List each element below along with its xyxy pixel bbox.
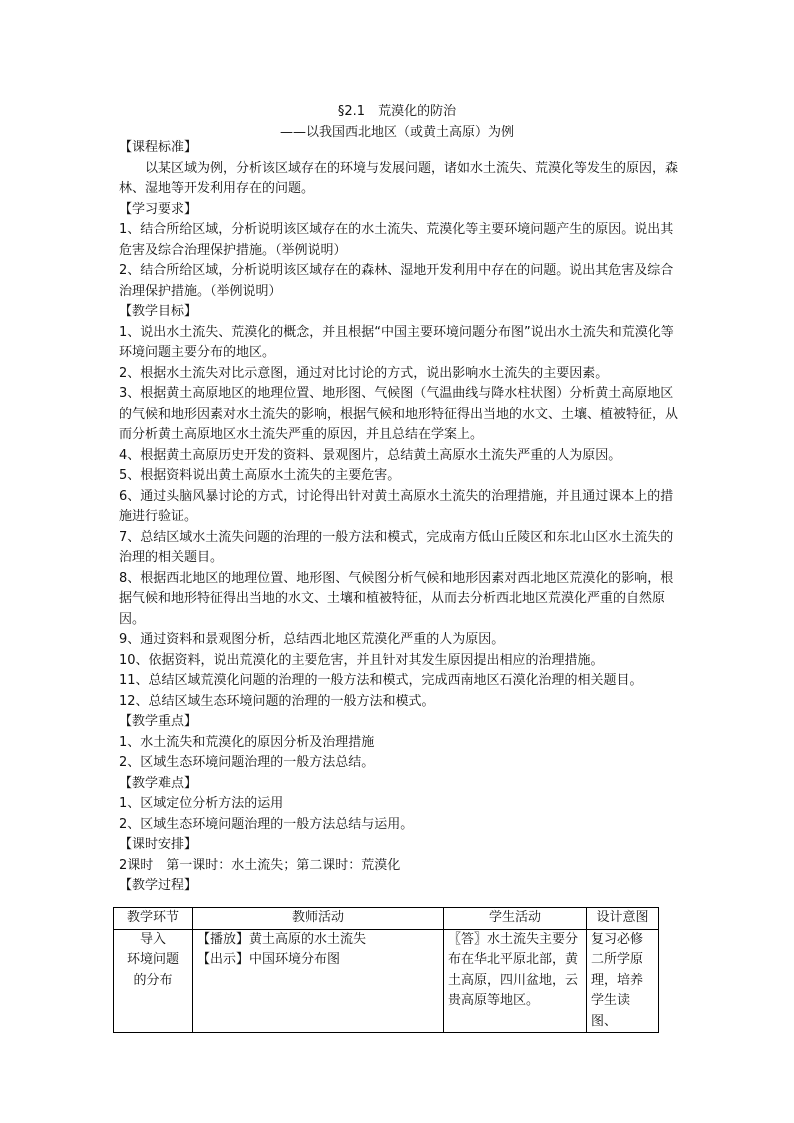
goal-item: 8、根据西北地区的地理位置、地形图、气候图分析气候和地形因素对西北地区荒漠化的影响，根据气候和地形特征得出当地的水文、土壤和植被特征，从而去分析西北地区荒漠化严重的自然原因。 bbox=[119, 570, 674, 627]
goal-item: 1、说出水土流失、荒漠化的概念，并且根据“中国主要环境问题分布图”说出水土流失和荒漠化等环境问题主要分布的地区。 bbox=[119, 324, 674, 360]
goal-item: 9、通过资料和景观图分析，总结西北地区荒漠化严重的人为原因。 bbox=[119, 632, 505, 647]
cell-stage: 导入 环境问题 的分布 bbox=[114, 929, 193, 1033]
schedule-heading: 【课时安排】 bbox=[119, 837, 198, 852]
cell-teacher bbox=[193, 929, 444, 1033]
document-subtitle: ——以我国西北地区（或黄土高原）为例 bbox=[279, 125, 514, 140]
goal-item: 5、根据资料说出黄土高原水土流失的主要危害。 bbox=[119, 468, 401, 483]
curriculum-heading: 【课程标准】 bbox=[119, 140, 198, 155]
study-heading: 【学习要求】 bbox=[119, 201, 198, 217]
table-row bbox=[114, 929, 659, 1033]
key-points-heading: 【教学重点】 bbox=[119, 714, 198, 729]
goal-item: 7、总结区域水土流失问题的治理的一般方法和模式，完成南方低山丘陵区和东北山区水土流失的治理的相关题目。 bbox=[119, 529, 674, 565]
teaching-process-table bbox=[113, 907, 659, 1033]
column-header-intent: 设计意图 bbox=[587, 908, 659, 930]
goal-item: 3、根据黄土高原地区的地理位置、地形图、气候图（气温曲线与降水柱状图）分析黄土高原地区的气候和地形因素对水土流失的影响，根据气候和地形特征得出当地的水文、土壤、植被特征，从而分析黄土高原地区水土流失严重的原因，并且总结在学案上。 bbox=[119, 386, 679, 442]
column-header-teacher: 教师活动 bbox=[193, 908, 444, 930]
goals-heading: 【教学目标】 bbox=[119, 304, 198, 319]
goal-item: 10、依据资料，说出荒漠化的主要危害，并且针对其发生原因提出相应的治理措施。 bbox=[119, 652, 604, 668]
goal-item: 2、根据水土流失对比示意图，通过对比讨论的方式，说出影响水土流失的主要因素。 bbox=[119, 365, 609, 381]
goal-item: 11、总结区域荒漠化问题的治理的一般方法和模式，完成西南地区石漠化治理的相关题目。 bbox=[119, 673, 643, 688]
difficult-points-heading: 【教学难点】 bbox=[119, 775, 198, 791]
study-item: 2、结合所给区域，分析说明该区域存在的森林、湿地开发利用中存在的问题。说出其危害及综合治理保护措施。（举例说明） bbox=[119, 263, 674, 299]
cell-student: 〖答〗水土流失主要分布在华北平原北部，黄土高原，四川盆地，云贵高原等地区。 bbox=[444, 929, 587, 1033]
document-title: §2.1 荒漠化的防治 bbox=[337, 104, 457, 119]
goal-item: 4、根据黄土高原历史开发的资料、景观图片，总结黄土高原水土流失严重的人为原因。 bbox=[119, 447, 622, 463]
key-point-item: 2、区域生态环境问题治理的一般方法总结。 bbox=[119, 755, 375, 770]
document-body bbox=[119, 138, 679, 897]
teacher-activity-line: 【播放】黄土高原的水土流失 bbox=[197, 931, 367, 947]
column-header-student: 学生活动 bbox=[444, 908, 587, 930]
teacher-activity-line: 【出示】中国环境分布图 bbox=[197, 952, 341, 967]
column-header-stage: 教学环节 bbox=[114, 908, 193, 930]
difficult-point-item: 2、区域生态环境问题治理的一般方法总结与运用。 bbox=[119, 816, 414, 832]
table-header-row bbox=[114, 908, 659, 930]
curriculum-text: 以某区域为例，分析该区域存在的环境与发展问题，诸如水土流失、荒漠化等发生的原因，森林、湿地等开发利用存在的问题。 bbox=[119, 160, 679, 196]
schedule-text: 2课时 第一课时：水土流失；第二课时：荒漠化 bbox=[119, 857, 401, 873]
goal-item: 12、总结区域生态环境问题的治理的一般方法和模式。 bbox=[119, 693, 435, 709]
key-point-item: 1、水土流失和荒漠化的原因分析及治理措施 bbox=[119, 734, 375, 750]
cell-intent: 复习必修二所学原理，培养学生读图、 bbox=[587, 929, 659, 1033]
study-item: 1、结合所给区域，分析说明该区域存在的水土流失、荒漠化等主要环境问题产生的原因。说出其危害及综合治理保护措施。（举例说明） bbox=[119, 222, 674, 258]
difficult-point-item: 1、区域定位分析方法的运用 bbox=[119, 796, 284, 811]
process-heading: 【教学过程】 bbox=[119, 878, 198, 893]
goal-item: 6、通过头脑风暴讨论的方式，讨论得出针对黄土高原水土流失的治理措施，并且通过课本上的措施进行验证。 bbox=[119, 488, 674, 524]
